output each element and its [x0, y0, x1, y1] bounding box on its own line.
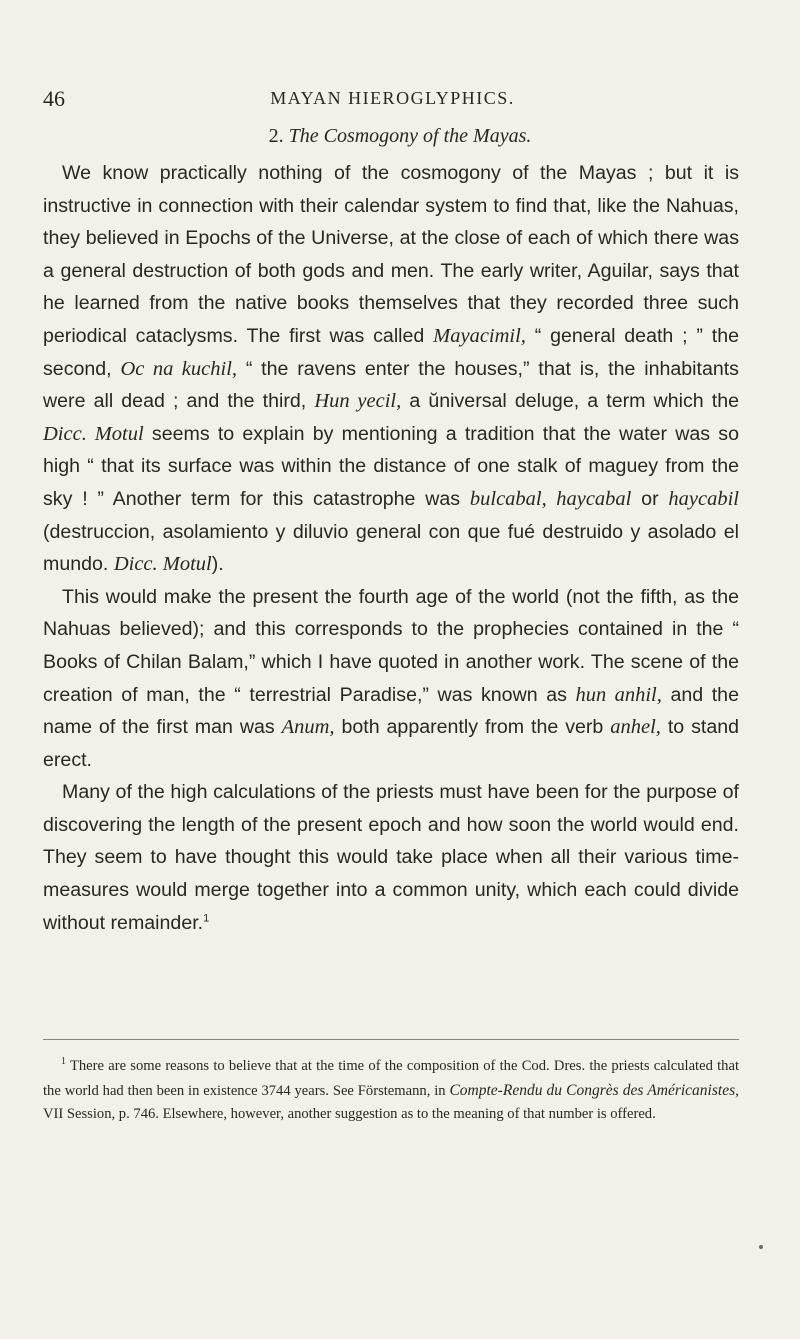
text-run: a ŭniversal deluge, a term which the — [401, 390, 739, 413]
text-run: This would make the present the fourth age of the world (not the fifth, as the Nahuas believed); and this corresponds to the prophecies contained in the “ Books of Chilan Balam,” which I have quoted in another work. The scene of the creation of man, the “ terrestrial Paradise,” was known as — [43, 585, 739, 706]
italic-term: Dicc. Motul — [113, 553, 212, 576]
italic-term: Mayacimil, — [433, 324, 526, 347]
italic-term: Compte-Rendu du Congrès des Américanistes, — [449, 1081, 739, 1099]
section-heading — [0, 125, 800, 148]
text-run: both apparently from the verb — [334, 716, 611, 739]
text-run: There are some reasons to believe that at the time of the composition of the Cod. Dres. the priests calculated that the world had then been in existence 3744 years. See Förstemann, in — [43, 1058, 739, 1099]
footnote-text — [43, 1055, 739, 1127]
ink-speck — [759, 1245, 763, 1249]
footnote — [43, 1055, 739, 1127]
text-run: ). — [211, 553, 224, 576]
italic-term: anhel, — [610, 716, 661, 739]
text-run: Many of the high calculations of the priests must have been for the purpose of discovering the length of the present epoch and how soon the world would end. They seem to have thought this would take place when all their various time-measures would merge together into a common unity, which each could divide without remainder. — [43, 781, 739, 934]
section-title: The Cosmogony of the Mayas. — [288, 125, 532, 147]
body-text — [43, 157, 739, 939]
text-run: to stand erect. — [43, 716, 740, 771]
text-run: We know practically nothing of the cosmogony of the Mayas ; but it is instructive in connection with their calendar system to find that, like the Nahuas, they believed in Epochs of the Universe, at the close of each of which there was a general destruction of both gods and men. The early writer, Aguilar, says that he learned from the native books themselves that they recorded three such periodical cataclysms. The first was called — [43, 162, 739, 347]
italic-term: bulcabal, haycabal — [469, 487, 632, 510]
paragraph — [43, 157, 739, 581]
footnote-marker: 1 — [61, 1056, 66, 1068]
italic-term: Oc na kuchil, — [120, 357, 238, 380]
text-run: seems to explain by mentioning a tradition that the water was so high “ that its surface was within the distance of one stalk of maguey from the sky ! ” Another term for this catastrophe was — [43, 422, 739, 510]
italic-term: Hun yecil, — [314, 390, 402, 413]
text-run: “ general death ; ” the second, — [43, 324, 739, 380]
running-title: MAYAN HIEROGLYPHICS. — [270, 88, 515, 108]
italic-term: Dicc. Motul — [43, 422, 144, 445]
paragraph — [43, 776, 739, 939]
paragraph — [43, 581, 739, 777]
text-run: or — [631, 487, 669, 510]
italic-term: hun anhil, — [575, 683, 662, 706]
text-run: (destruccion, asolamiento y diluvio general con que fué destruido y asolado el mundo. — [43, 520, 739, 576]
text-run: and the name of the first man was — [43, 683, 739, 739]
text-run: “ the ravens enter the houses,” that is, the inhabitants were all dead ; and the third, — [43, 357, 739, 413]
footnote-marker: 1 — [203, 912, 210, 925]
footnote-divider — [43, 1039, 739, 1040]
italic-term: Anum, — [281, 716, 335, 739]
italic-term: haycabil — [668, 487, 739, 510]
text-run: VII Session, p. 746. Elsewhere, however, another suggestion as to the meaning of that number is offered. — [43, 1106, 656, 1122]
running-head — [43, 86, 742, 116]
page-number: 46 — [43, 86, 65, 111]
section-number: 2. — [268, 125, 284, 147]
